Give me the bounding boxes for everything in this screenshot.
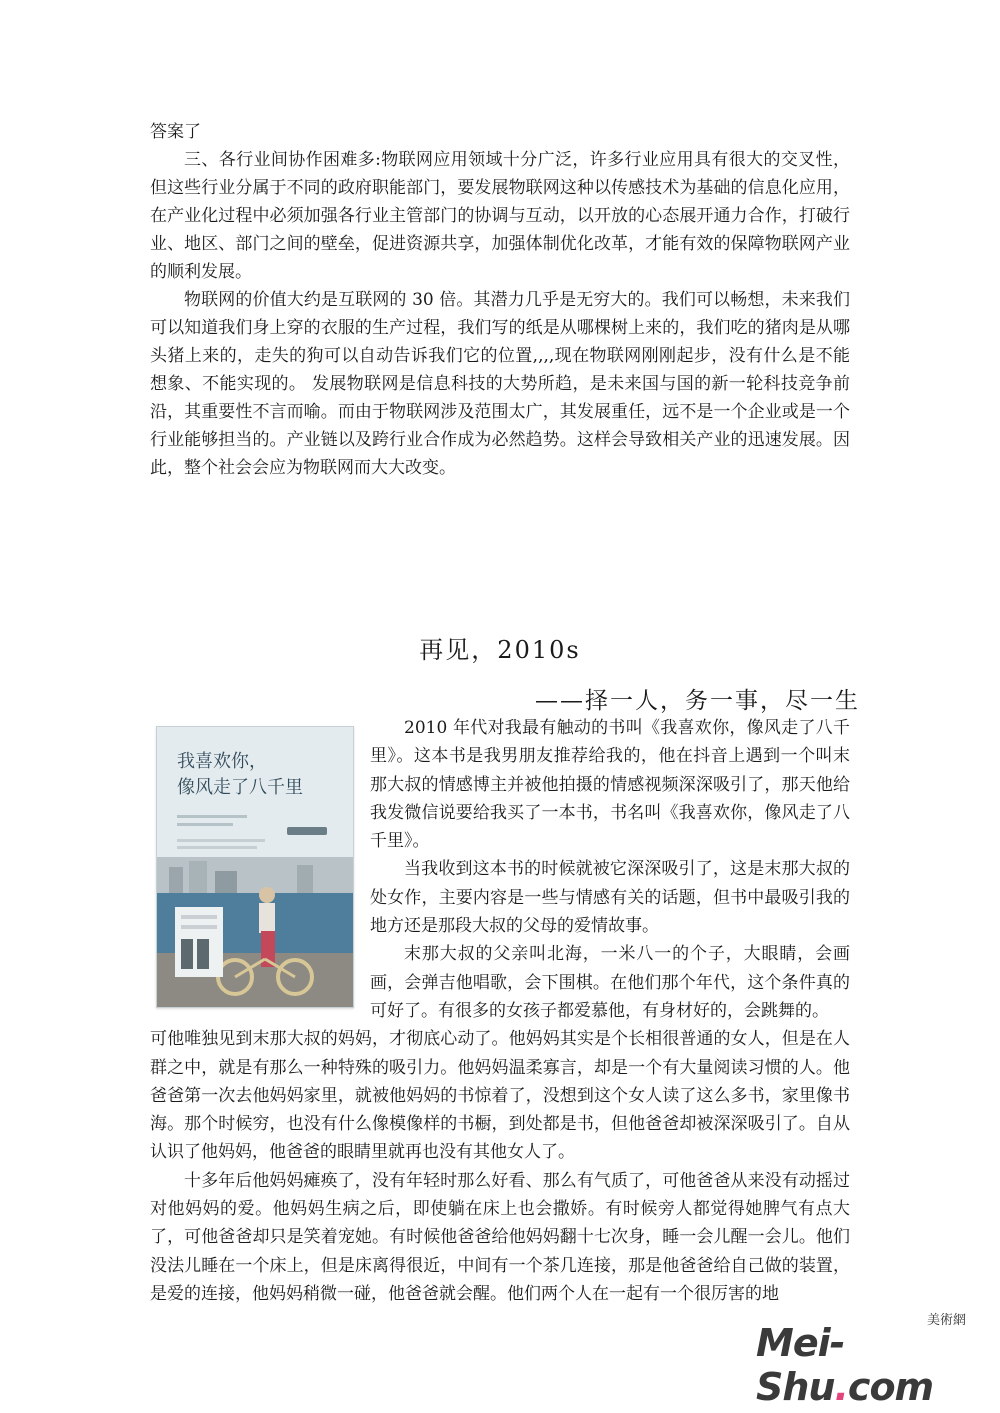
paragraph-article-3b: 可他唯独见到末那大叔的妈妈，才彻底心动了。他妈妈其实是个长相很普通的女人，但是在人群之中，就是有那么一种特殊的吸引力。他妈妈温柔寡言，却是一个有大量阅读习惯的人。他爸爸第一次去他妈妈家里，就被他妈妈的书惊着了，没想到这个女人读了这么多书，家里像书海。那个时候穷，也没有什么像模像样的书橱，到处都是书，但他爸爸却被深深吸引了。自从认识了他妈妈，他爸爸的眼睛里就再也没有其他女人了。 — [150, 1029, 850, 1163]
article-title: 再见，2010s — [419, 636, 581, 664]
watermark-dot: . — [834, 1365, 848, 1409]
book-cover-title-2: 像风走了八千里 — [177, 777, 303, 798]
watermark-text — [756, 1321, 976, 1409]
paragraph-article-4: 十多年后他妈妈瘫痪了，没有年轻时那么好看、那么有气质了，可他爸爸从来没有动摇过对他妈妈的爱。他妈妈生病之后，即使躺在床上也会撒娇。有时候旁人都觉得她脾气有点大了，可他爸爸却只是笑着宠她。有时候他爸爸给他妈妈翻十七次身，睡一会儿醒一会儿。他们没法儿睡在一个床上，但是床离得很近，中间有一个茶几连接，那是他爸爸给自己做的装置，是爱的连接，他妈妈稍微一碰，他爸爸就会醒。他们两个人在一起有一个很厉害的地 — [150, 1170, 850, 1304]
paragraph-lead: 答案了 — [150, 122, 201, 142]
section-iot — [150, 118, 850, 482]
paragraph-article-2: 当我收到这本书的时候就被它深深吸引了，这是末那大叔的处女作，主要内容是一些与情感有关的话题，但书中最吸引我的地方还是那段大叔的父母的爱情故事。 — [370, 859, 850, 937]
paragraph-article-1: 2010 年代对我最有触动的书叫《我喜欢你，像风走了八千里》。这本书是我男朋友推荐给我的，他在抖音上遇到一个叫末那大叔的情感博主并被他拍摄的情感视频深深吸引了，那天他给我发微信说要给我买了一本书，书名叫《我喜欢你，像风走了八千里》。 — [370, 718, 850, 852]
section-article — [150, 714, 850, 1308]
paragraph-iot-value: 物联网的价值大约是互联网的 30 倍。其潜力几乎是无穷大的。我们可以畅想，未来我们可以知道我们身上穿的衣服的生产过程，我们写的纸是从哪棵树上来的，我们吃的猪肉是从哪头猪上来的，走失的狗可以自动告诉我们它的位置,,,,现在物联网刚刚起步，没有什么是不能想象、不能实现的。 发展物联网是信息科技的大势所趋，是未来国与国的新一轮科技竞争前沿，其重要性不言而喻。而由于物联网涉及范围太广，其发展重任，远不是一个企业或是一个行业能够担当的。产业链以及跨行业合作成为必然趋势。这样会导致相关产业的迅速发展。因此，整个社会会应为物联网而大大改变。 — [150, 290, 850, 478]
paragraph-iot-3: 三、各行业间协作困难多:物联网应用领域十分广泛，许多行业应用具有很大的交叉性，但这些行业分属于不同的政府职能部门，要发展物联网这种以传感技术为基础的信息化应用，在产业化过程中必须加强各行业主管部门的协调与互动，以开放的心态展开通力合作，打破行业、地区、部门之间的壁垒，促进资源共享，加强体制优化改革，才能有效的保障物联网产业的顺利发展。 — [150, 150, 850, 282]
watermark-text-a: Mei-Shu — [756, 1321, 845, 1409]
book-cover-title-1: 我喜欢你， — [177, 751, 267, 772]
watermark-cn: 美術網 — [926, 1313, 966, 1328]
watermark-text-b: com — [847, 1365, 934, 1409]
watermark-logo — [756, 1309, 976, 1409]
article-subtitle: ——择一人，务一事，尽一生 — [535, 688, 860, 714]
paragraph-article-3a: 末那大叔的父亲叫北海，一米八一的个子，大眼睛，会画画，会弹吉他唱歌，会下围棋。在他们那个年代，这个条件真的可好了。有很多的女孩子都爱慕他，有身材好的，会跳舞的。 — [370, 944, 850, 1021]
